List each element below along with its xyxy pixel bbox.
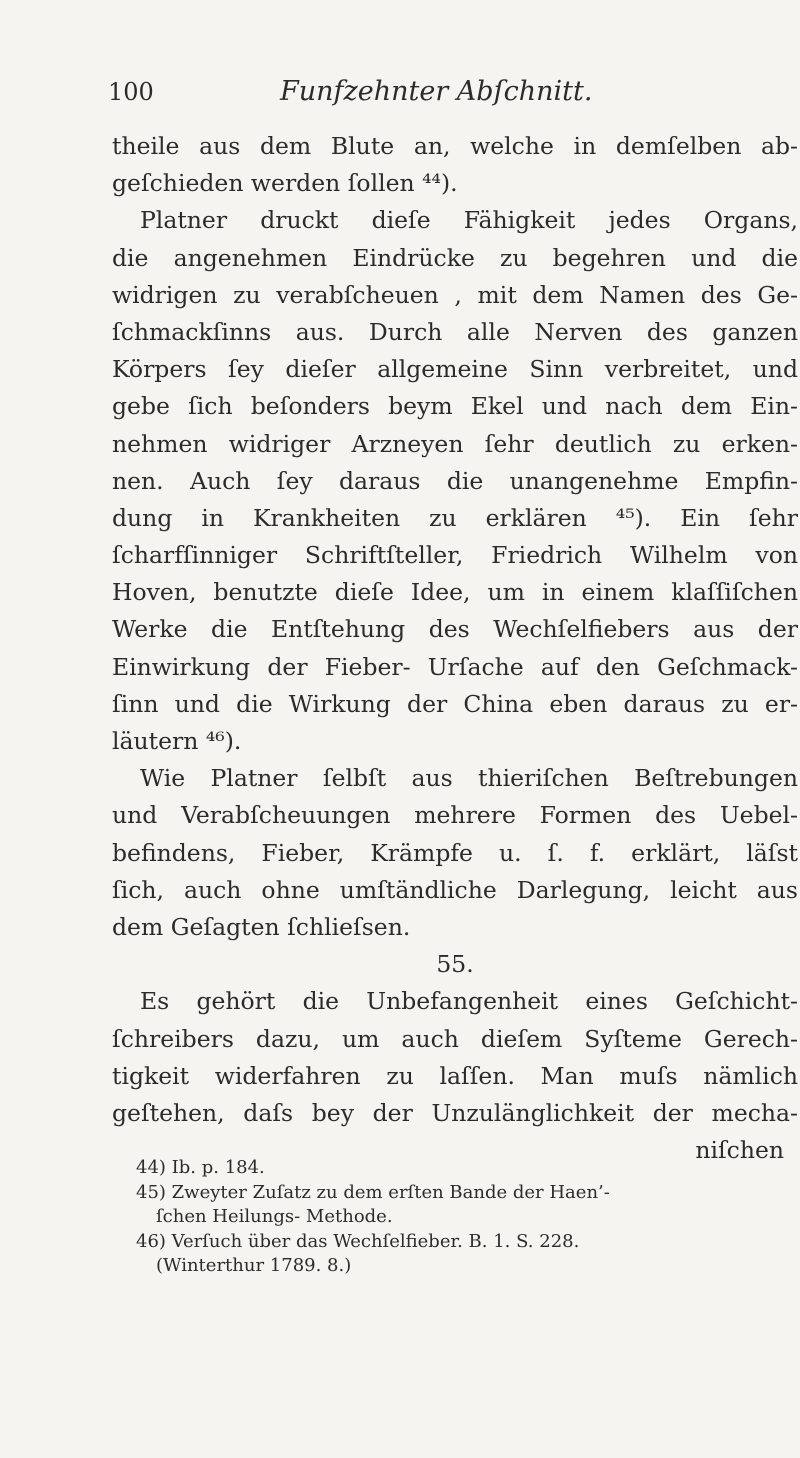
footnote-continuation: ſchen Heilungs- Methode.	[156, 1206, 393, 1228]
text-line: läutern ⁴⁶).	[112, 727, 242, 755]
text-line: ſchreibers dazu, um auch dieſem Syſteme Gerech-	[112, 1024, 798, 1053]
text-line: Hoven, benutzte dieſe Idee, um in einem klaſſiſchen	[112, 578, 798, 607]
page-header	[108, 78, 798, 118]
text-line: ſich, auch ohne umſtändliche Darlegung, leicht aus	[112, 875, 798, 904]
text-line: nen. Auch ſey daraus die unangenehme Empfin-	[112, 466, 798, 495]
text-line: tigkeit widerfahren zu laſſen. Man muſs nämlich	[112, 1061, 798, 1090]
text-line: Es gehört die Unbefangenheit eines Geſchicht-	[140, 987, 798, 1016]
catchword: niſchen	[695, 1136, 784, 1165]
text-line: nehmen widriger Arzneyen ſehr deutlich zu erken-	[112, 429, 798, 458]
text-line: befindens, Fieber, Krämpfe u. ſ. f. erklärt, läſst	[112, 838, 798, 867]
text-line: und Verabſcheuungen mehrere Formen des Uebel-	[112, 801, 798, 830]
section-number: 55.	[436, 950, 474, 979]
text-line: Platner druckt dieſe Fähigkeit jedes Organs,	[140, 206, 798, 235]
footnote: 46) Verſuch über das Wechſelfieber. B. 1. S. 228.	[136, 1230, 580, 1252]
text-line: Wie Platner ſelbſt aus thieriſchen Beſtrebungen	[140, 764, 798, 793]
footnote: 45) Zweyter Zuſatz zu dem erſten Bande der Haen’-	[136, 1181, 610, 1203]
text-line: geſchieden werden ſollen ⁴⁴).	[112, 169, 458, 198]
text-line: Einwirkung der Fieber- Urſache auf den Geſchmack-	[112, 652, 798, 681]
text-line: Werke die Entſtehung des Wechſelfiebers aus der	[112, 615, 798, 644]
text-line: die angenehmen Eindrücke zu begehren und die	[112, 243, 798, 272]
text-line: dung in Krankheiten zu erklären ⁴⁵). Ein ſehr	[112, 503, 798, 532]
footnote-continuation: (Winterthur 1789. 8.)	[156, 1255, 352, 1277]
text-line: gebe ſich beſonders beym Ekel und nach dem Ein-	[112, 392, 798, 421]
text-line: ſinn und die Wirkung der China eben daraus zu er-	[112, 689, 798, 718]
text-line: ſcharfſinniger Schriftſteller, Friedrich Wilhelm von	[112, 541, 798, 570]
text-line: widrigen zu verabſcheuen , mit dem Namen des Ge-	[112, 280, 798, 309]
text-line: theile aus dem Blute an, welche in demſelben ab-	[112, 132, 798, 160]
text-line: geſtehen, daſs bey der Unzulänglichkeit der mecha-	[112, 1098, 798, 1127]
footnotes	[136, 1156, 798, 1279]
page-number: 100	[108, 78, 154, 106]
running-title: Funfzehnter Abſchnitt.	[280, 76, 593, 107]
footnote: 44) Ib. p. 184.	[136, 1157, 265, 1178]
text-line: dem Geſagten ſchlieſsen.	[112, 912, 411, 941]
text-line: ſchmackſinns aus. Durch alle Nerven des ganzen	[112, 317, 798, 346]
body-text	[112, 128, 798, 1169]
text-line: Körpers ſey dieſer allgemeine Sinn verbreitet, und	[112, 355, 798, 384]
